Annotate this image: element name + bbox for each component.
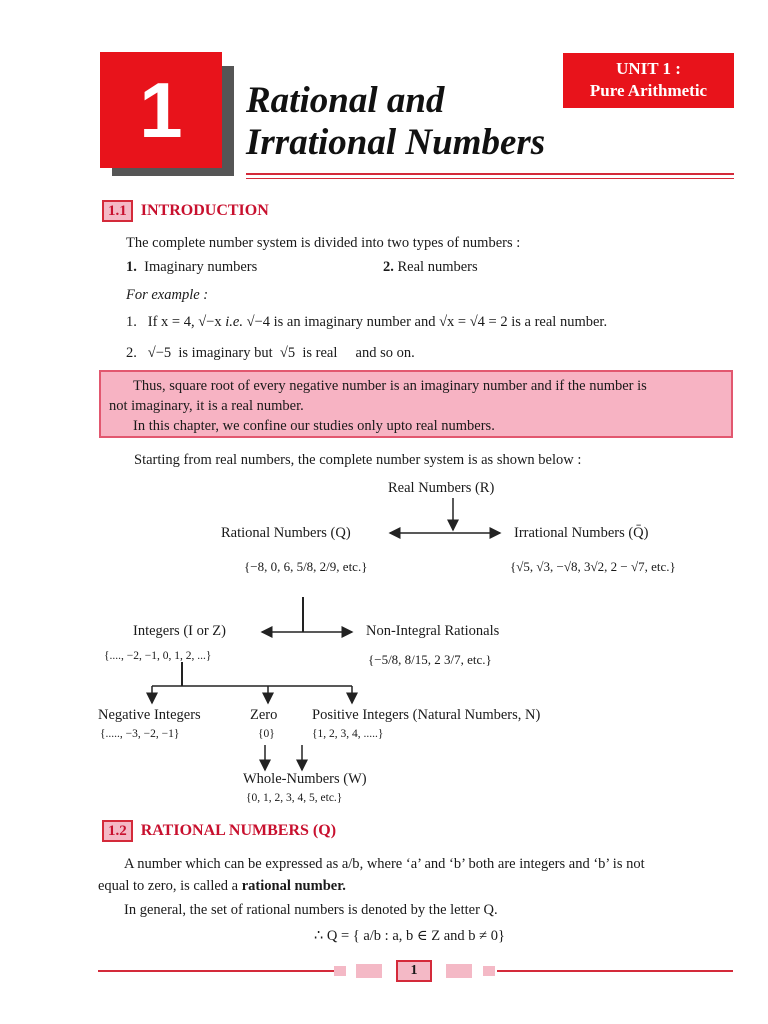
footer-rule-right	[497, 970, 733, 972]
rational-set-definition: ∴ Q = { a/b : a, b ∈ Z and b ≠ 0}	[314, 928, 505, 944]
negative-examples: {....., −3, −2, −1}	[100, 728, 180, 740]
page-number-box	[396, 960, 432, 982]
example-text: is real	[302, 345, 338, 361]
irrational-examples: {√5, √3, −√8, 3√2, 2 − √7, etc.}	[510, 559, 676, 574]
rational-def-line2	[98, 878, 346, 895]
chapter-number: 1	[139, 65, 183, 154]
footer-block	[334, 966, 346, 976]
whole-examples: {0, 1, 2, 3, 4, 5, etc.}	[246, 792, 343, 804]
footer-block	[483, 966, 495, 976]
highlight-line-2: not imaginary, it is a real number.	[109, 398, 304, 414]
highlight-line-1: Thus, square root of every negative number is an imaginary number and if the number is	[133, 378, 647, 394]
section-1-2-header	[102, 822, 336, 840]
example-number: 2.	[126, 345, 137, 361]
bold-term: rational number.	[241, 878, 346, 894]
node-integers: Integers (I or Z)	[133, 623, 226, 639]
footer-block	[356, 964, 382, 978]
zero-examples: {0}	[258, 728, 275, 740]
example-text: and so on.	[355, 345, 415, 361]
page-number: 1	[410, 963, 418, 978]
list-text: Imaginary numbers	[144, 259, 258, 275]
math-expression: √x = √4 = 2 is a real number.	[439, 314, 608, 330]
section-heading: RATIONAL NUMBERS (Q)	[140, 822, 337, 839]
chapter-title-line1: Rational and	[246, 80, 445, 121]
list-text: Real numbers	[397, 259, 478, 275]
node-zero: Zero	[250, 707, 278, 723]
highlight-line-3: In this chapter, we confine our studies only upto real numbers.	[133, 418, 495, 434]
node-whole: Whole-Numbers (W)	[243, 771, 367, 787]
node-negative: Negative Integers	[98, 707, 201, 723]
node-rational: Rational Numbers (Q)	[221, 525, 351, 541]
unit-name: Pure Arithmetic	[589, 81, 708, 100]
footer-rule-left	[98, 970, 334, 972]
intro-paragraph: The complete number system is divided into two types of numbers :	[126, 235, 521, 251]
integers-examples: {...., −2, −1, 0, 1, 2, ...}	[104, 650, 212, 662]
nonint-examples: {−5/8, 8/15, 2 3/7, etc.}	[368, 652, 492, 667]
section-heading: INTRODUCTION	[140, 202, 269, 219]
rational-def-line1	[124, 856, 645, 873]
list-number: 2.	[383, 259, 394, 275]
for-example-label: For example :	[126, 287, 209, 303]
node-real: Real Numbers (R)	[388, 480, 495, 496]
footer-block	[446, 964, 472, 978]
unit-label: UNIT 1 :	[616, 59, 681, 78]
positive-examples: {1, 2, 3, 4, .....}	[312, 728, 384, 740]
example-number: 1.	[126, 314, 137, 330]
node-irrational: Irrational Numbers (Q̄)	[514, 525, 649, 541]
math-expression: √−5	[147, 345, 172, 361]
section-number: 1.1	[102, 200, 133, 222]
example-text: is imaginary but	[178, 345, 273, 361]
rational-examples: {−8, 0, 6, 5/8, 2/9, etc.}	[244, 559, 368, 574]
example-text: i.e.	[225, 314, 243, 330]
example-text: If x = 4,	[147, 314, 195, 330]
chapter-title-line2: Irrational Numbers	[246, 122, 546, 163]
rational-set-note: In general, the set of rational numbers is denoted by the letter Q.	[124, 902, 498, 918]
paragraph-text: , where ‘a’ and ‘b’ both are integers and ‘b’ is not	[359, 856, 645, 872]
math-expression: √−4	[246, 314, 270, 330]
tree-intro: Starting from real numbers, the complete number system is as shown below :	[134, 452, 582, 468]
math-fraction: a/b	[341, 856, 360, 872]
paragraph-text: A number which can be expressed as	[124, 856, 339, 872]
math-expression: √−x	[198, 314, 222, 330]
example-text: is an imaginary number and	[273, 314, 436, 330]
section-number: 1.2	[102, 820, 133, 842]
math-expression: √5	[279, 345, 296, 361]
node-nonint: Non-Integral Rationals	[366, 623, 500, 639]
paragraph-text: equal to zero, is called a	[98, 878, 239, 894]
node-positive: Positive Integers (Natural Numbers, N)	[312, 707, 541, 723]
list-number: 1.	[126, 259, 137, 275]
